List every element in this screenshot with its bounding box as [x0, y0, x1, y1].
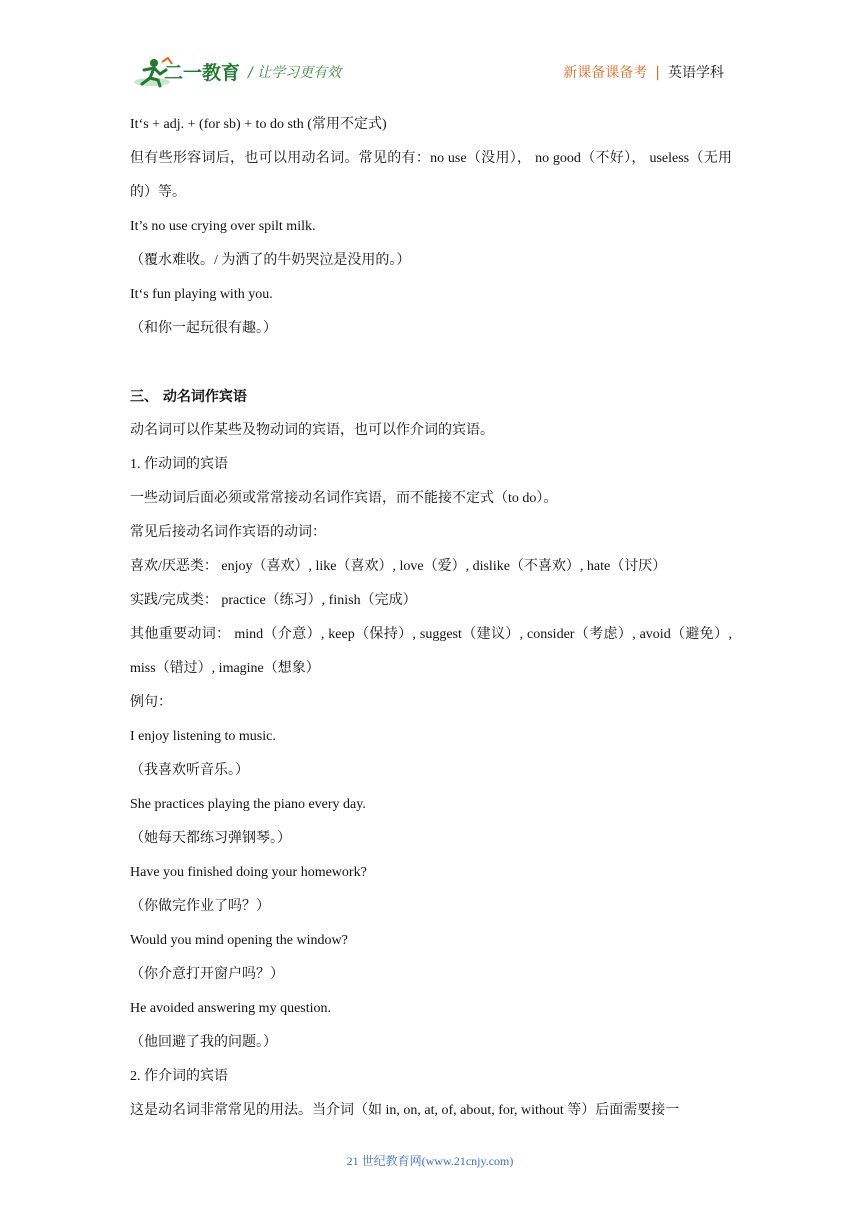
header-subject-label: 英语学科 — [668, 65, 724, 81]
subsection-heading: 1. 作动词的宾语 — [130, 457, 228, 472]
text-paragraph: 但有些形容词后，也可以用动名词。常见的有：no use（没用）， no good（不好）， useless（无用的）等。 — [130, 151, 732, 200]
logo-text: 二一教育 — [164, 63, 241, 84]
header-subject — [563, 62, 724, 82]
text-line: 这是动名词非常常见的用法。当介词（如 in, on, at, of, about, for, without 等）后面需要接一 — [130, 1103, 680, 1118]
text-line: 常见后接动名词作宾语的动词： — [130, 525, 326, 540]
text-line: 一些动词后面必须或常常接动名词作宾语，而不能接不定式（to do）。 — [130, 491, 558, 506]
example-sentence: It‘s fun playing with you. — [130, 287, 273, 302]
examples-label: 例句： — [130, 695, 172, 710]
header-slogan: / 让学习更有效 — [248, 65, 342, 81]
example-sentence: Would you mind opening the window? — [130, 933, 348, 948]
example-translation: （覆水难收。/ 为洒了的牛奶哭泣是没用的。） — [130, 253, 411, 268]
example-sentence: She practices playing the piano every day. — [130, 797, 366, 812]
example-translation: （你做完作业了吗？） — [130, 899, 270, 914]
example-translation: （他回避了我的问题。） — [130, 1035, 277, 1050]
example-translation: （你介意打开窗户吗？） — [130, 967, 284, 982]
subsection-heading: 2. 作介词的宾语 — [130, 1069, 228, 1084]
example-translation: （我喜欢听音乐。） — [130, 763, 249, 778]
text-line: It‘s + adj. + (for sb) + to do sth (常用不定式) — [130, 117, 387, 132]
spacer — [130, 346, 732, 380]
page-header — [0, 0, 860, 100]
verb-list-paragraph: 其他重要动词： mind（介意）, keep（保持）, suggest（建议）, consider（考虑）, avoid（避免）, miss（错过）, imagine（想象） — [130, 627, 732, 676]
page-footer: 21 世纪教育网(www.21cnjy.com) — [346, 1154, 514, 1168]
header-course-label: 新课备课备考 — [563, 65, 648, 81]
verb-list-line: 喜欢/厌恶类： enjoy（喜欢）, like（喜欢）, love（爱）, dislike（不喜欢）, hate（讨厌） — [130, 559, 667, 574]
verb-list-line: 实践/完成类： practice（练习）, finish（完成） — [130, 593, 417, 608]
example-sentence: He avoided answering my question. — [130, 1001, 332, 1016]
example-translation: （她每天都练习弹钢琴。） — [130, 831, 291, 846]
example-sentence: It’s no use crying over spilt milk. — [130, 219, 316, 234]
text-line: 动名词可以作某些及物动词的宾语，也可以作介词的宾语。 — [130, 423, 494, 438]
section-heading: 三、 动名词作宾语 — [130, 389, 247, 405]
example-translation: （和你一起玩很有趣。） — [130, 321, 277, 336]
header-separator: | — [655, 65, 660, 81]
example-sentence: Have you finished doing your homework? — [130, 865, 367, 880]
document-body — [130, 108, 732, 1128]
example-sentence: I enjoy listening to music. — [130, 729, 276, 744]
